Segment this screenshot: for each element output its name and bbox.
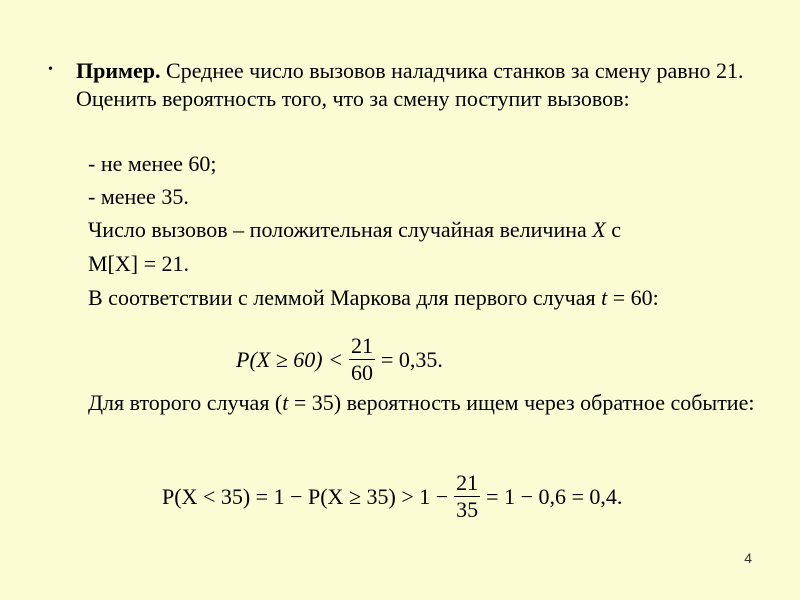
- statement-text-a: Число вызовов – положительная случайная величина: [88, 217, 593, 242]
- page-number: 4: [744, 550, 752, 566]
- example-text: Среднее число вызовов наладчика станков за смену равно 21. Оценить вероятность того, что за смену поступит вызовов:: [76, 58, 744, 111]
- statement-variable: X: [592, 217, 606, 242]
- formula1-right: = 0,35.: [380, 346, 443, 372]
- markov-text-a: В соответствии с леммой Маркова для первого случая: [88, 285, 602, 310]
- formula-first-case: [236, 333, 443, 386]
- formula2-numerator: 21: [456, 470, 479, 495]
- case-1: - не менее 60;: [88, 151, 217, 176]
- random-variable-statement: [88, 216, 621, 244]
- formula2-denominator: 35: [456, 497, 479, 522]
- second-t: t: [282, 390, 289, 415]
- example-label: Пример.: [76, 58, 161, 83]
- second-text-a: Для второго случая (: [88, 390, 283, 415]
- formula1-fraction: [349, 333, 375, 386]
- markov-text-b: = 60:: [607, 285, 659, 310]
- formula2-left: P(X < 35) = 1 − P(X ≥ 35) > 1 −: [162, 483, 449, 509]
- formula2-fraction: [454, 470, 480, 523]
- markov-statement: [88, 284, 659, 312]
- second-text-b: = 35) вероятность ищем через обратное событие:: [288, 390, 755, 415]
- example-paragraph: [76, 57, 766, 113]
- second-case-paragraph: [76, 389, 766, 417]
- bullet-icon: •: [48, 62, 53, 77]
- markov-t: t: [601, 285, 608, 310]
- case-2: - менее 35.: [88, 184, 189, 209]
- formula1-left: P(X ≥ 60) <: [236, 346, 343, 372]
- statement-text-b: с: [605, 217, 621, 242]
- formula1-denominator: 60: [350, 360, 373, 385]
- formula1-numerator: 21: [350, 333, 373, 358]
- formula-second-case: [162, 470, 622, 523]
- expectation-value: M[X] = 21.: [88, 251, 190, 276]
- formula2-right: = 1 − 0,6 = 0,4.: [486, 483, 623, 509]
